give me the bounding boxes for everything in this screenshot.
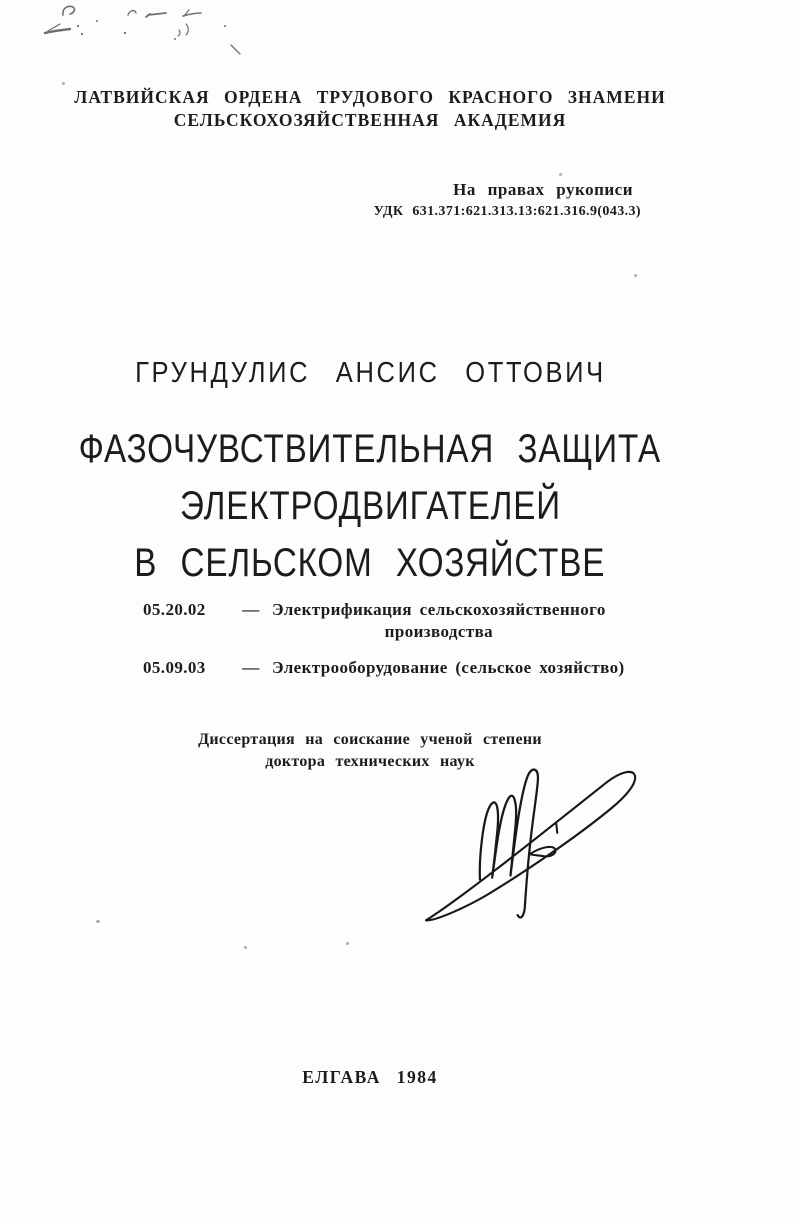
specialty-1-name-line1: Электрификация сельскохозяйственного (272, 600, 606, 619)
specialty-2-code: 05.09.03 (143, 658, 206, 677)
imprint-city: ЕЛГАВА (302, 1067, 381, 1087)
title-line2: ЭЛЕКТРОДВИГАТЕЛЕЙ (179, 484, 561, 528)
specialty-1-name (272, 599, 606, 642)
dissertation-title (0, 421, 740, 592)
paper-speck (96, 920, 100, 923)
title-row-2 (0, 478, 740, 535)
institution-line2: СЕЛЬСКОХОЗЯЙСТВЕННАЯ АКАДЕМИЯ (173, 110, 567, 130)
paper-speck (62, 82, 65, 85)
udc-number: УДК 631.371:621.313.13:621.316.9(043.3) (373, 204, 641, 219)
institution-line1: ЛАТВИЙСКАЯ ОРДЕНА ТРУДОВОГО КРАСНОГО ЗНАМЕНИ (74, 87, 666, 107)
thesis-line1: Диссертация на соискание ученой степени (198, 731, 542, 748)
specialty-1-dash: — (242, 600, 260, 619)
title-row-3 (0, 535, 740, 592)
specialty-2-dash: — (242, 658, 260, 677)
pencil-scribbles (40, 2, 250, 62)
paper-speck (244, 946, 247, 949)
specialty-1-code: 05.20.02 (143, 600, 206, 619)
title-line3: В СЕЛЬСКОМ ХОЗЯЙСТВЕ (134, 541, 606, 585)
specialty-2-name-line1: Электрооборудование (сельское хозяйство) (272, 658, 625, 677)
title-row-1 (0, 421, 740, 478)
author-name-text: ГРУНДУЛИС АНСИС ОТТОВИЧ (134, 357, 606, 389)
title-line1: ФАЗОЧУВСТВИТЕЛЬНАЯ ЗАЩИТА (78, 427, 662, 471)
specialty-1-name-line2: производства (384, 621, 494, 641)
paper-speck (559, 173, 562, 176)
paper-speck (634, 274, 637, 277)
signature (424, 765, 656, 923)
paper-speck (346, 942, 349, 945)
manuscript-note: На правах рукописи (453, 180, 633, 199)
imprint-year: 1984 (396, 1067, 438, 1087)
institution-header (0, 86, 740, 132)
specialty-2 (143, 657, 625, 679)
imprint (0, 1066, 740, 1088)
thesis-line2: доктора технических наук (265, 753, 475, 770)
author-name (0, 356, 740, 390)
specialty-2-name (272, 657, 625, 679)
specialty-1 (143, 599, 606, 642)
